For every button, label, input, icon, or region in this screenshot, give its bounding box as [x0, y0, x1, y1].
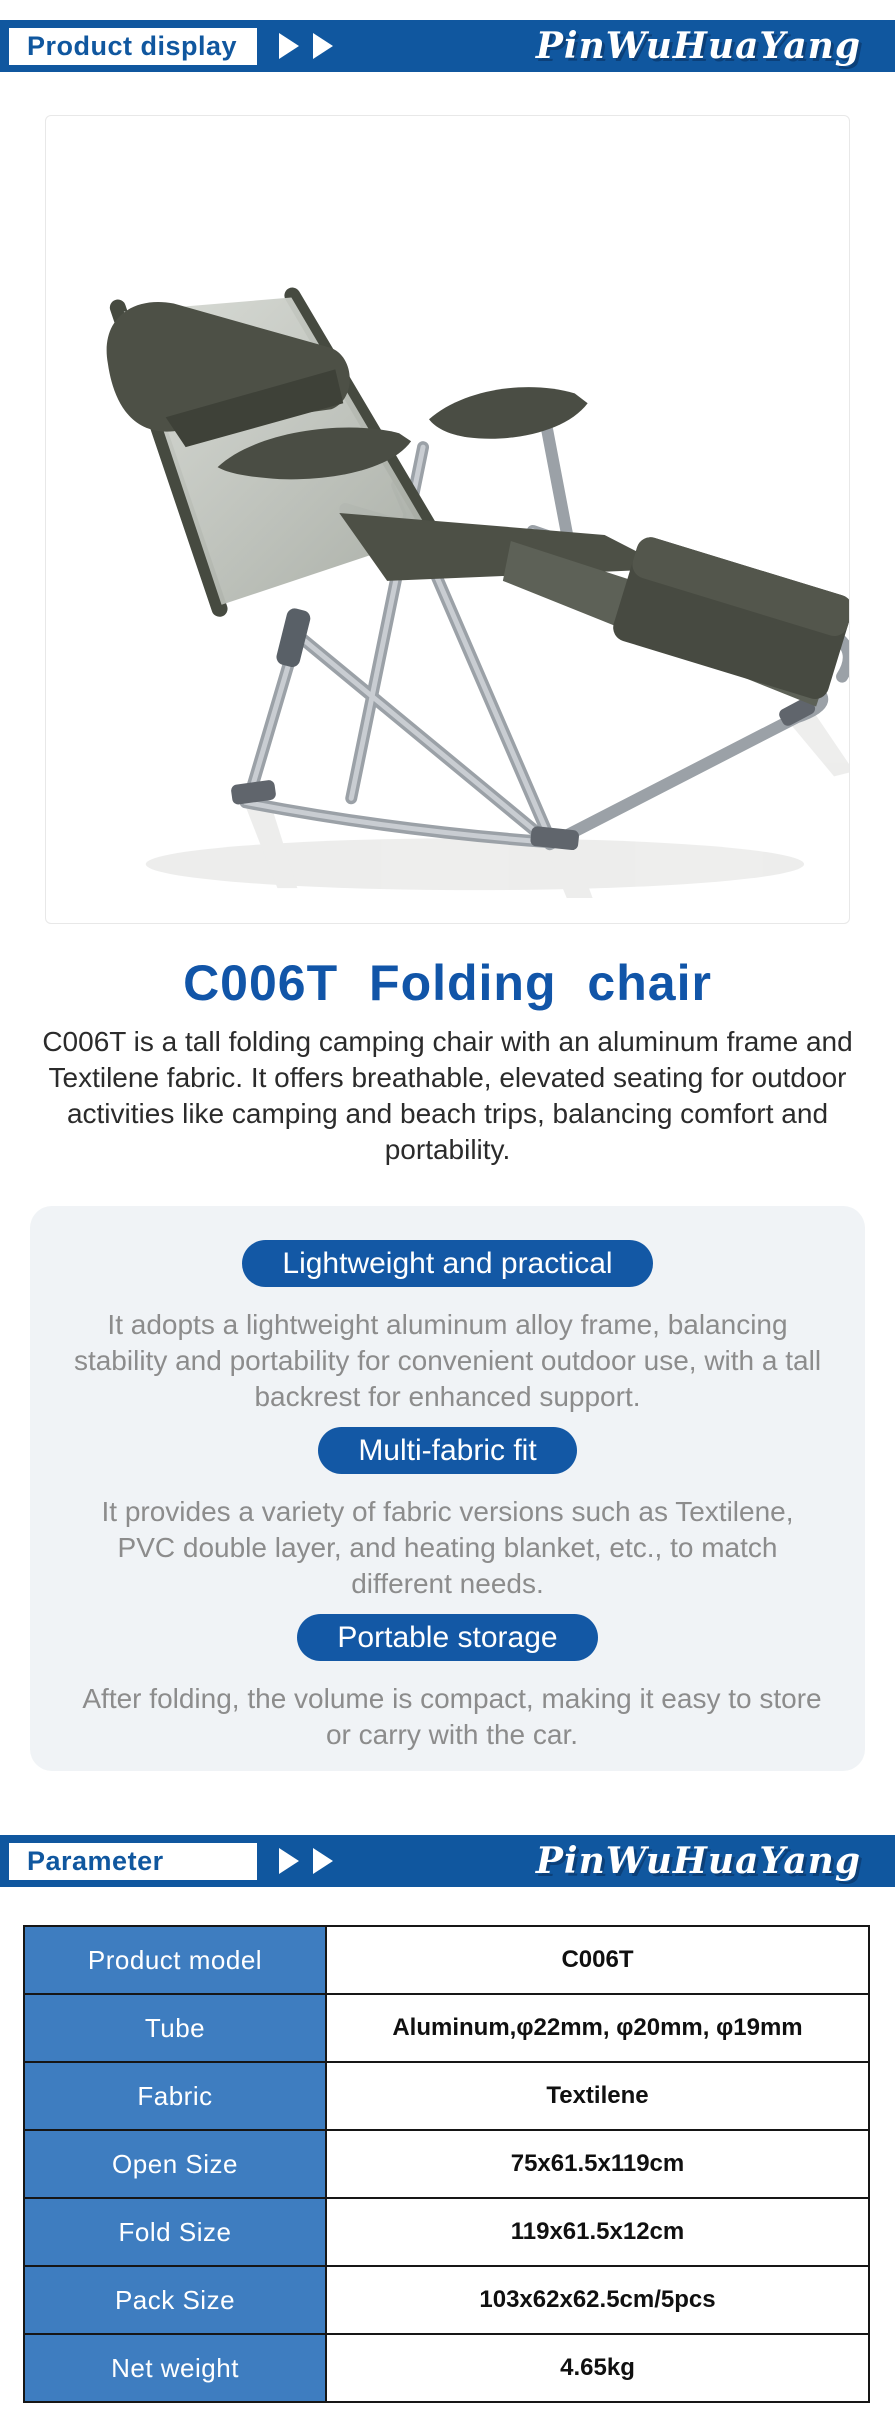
section-label-text: Parameter [27, 1845, 164, 1876]
parameters-table [23, 1925, 870, 2403]
feature-pill-heading: Lightweight and practical [242, 1240, 652, 1287]
footrest-cushion [610, 534, 849, 703]
param-value-cell: 103x62x62.5cm/5pcs [326, 2266, 869, 2334]
param-label-cell: Open Size [24, 2130, 326, 2198]
seat-fabric [339, 513, 670, 581]
table-row [24, 1994, 869, 2062]
param-value-cell: Textilene [326, 2062, 869, 2130]
param-label-cell: Product model [24, 1926, 326, 1994]
param-label-cell: Fold Size [24, 2198, 326, 2266]
table-row [24, 2266, 869, 2334]
feature-pill-heading: Portable storage [297, 1614, 597, 1661]
folding-chair-illustration [46, 116, 849, 923]
section-label-text: Product display [27, 30, 238, 61]
feature-description: It adopts a lightweight aluminum alloy frame, balancing stability and portability for convenient outdoor use, with a tall backrest for enhanced support. [73, 1309, 822, 1412]
param-value-cell: 75x61.5x119cm [326, 2130, 869, 2198]
param-value-cell: Aluminum,φ22mm, φ20mm, φ19mm [326, 1994, 869, 2062]
arrow-icon [313, 1848, 333, 1874]
brand-logo: PinWuHuaYang [535, 1840, 861, 1882]
param-value-cell: 119x61.5x12cm [326, 2198, 869, 2266]
arrow-icon [279, 1848, 299, 1874]
table-row [24, 2062, 869, 2130]
section-label [9, 28, 257, 65]
brand-logo: PinWuHuaYang [535, 25, 861, 67]
table-row [24, 2334, 869, 2402]
param-value-cell: 4.65kg [326, 2334, 869, 2402]
feature-pill-heading: Multi-fabric fit [318, 1427, 576, 1474]
feature-description: After folding, the volume is compact, making it easy to store or carry with the car. [82, 1683, 822, 1750]
arrow-icon [279, 33, 299, 59]
param-label-cell: Net weight [24, 2334, 326, 2402]
product-image [45, 115, 850, 924]
parameter-header [0, 1835, 895, 1887]
param-label-cell: Pack Size [24, 2266, 326, 2334]
param-label-cell: Fabric [24, 2062, 326, 2130]
product-description: C006T is a tall folding camping chair with an aluminum frame and Textilene fabric. It offers breathable, elevated seating for outdoor activities like camping and beach trips, balancing comfort and portability. [42, 1026, 853, 1165]
arrow-icon [313, 33, 333, 59]
feature-description: It provides a variety of fabric versions such as Textilene, PVC double layer, and heating blanket, etc., to match different needs. [101, 1496, 794, 1599]
right-armrest [429, 387, 588, 439]
table-row [24, 1926, 869, 1994]
table-row [24, 2130, 869, 2198]
product-title: C006T Folding chair [183, 955, 712, 1011]
param-value-cell: C006T [326, 1926, 869, 1994]
section-label [9, 1843, 257, 1880]
product-display-header [0, 20, 895, 72]
param-label-cell: Tube [24, 1994, 326, 2062]
features-panel [30, 1206, 865, 1771]
table-row [24, 2198, 869, 2266]
